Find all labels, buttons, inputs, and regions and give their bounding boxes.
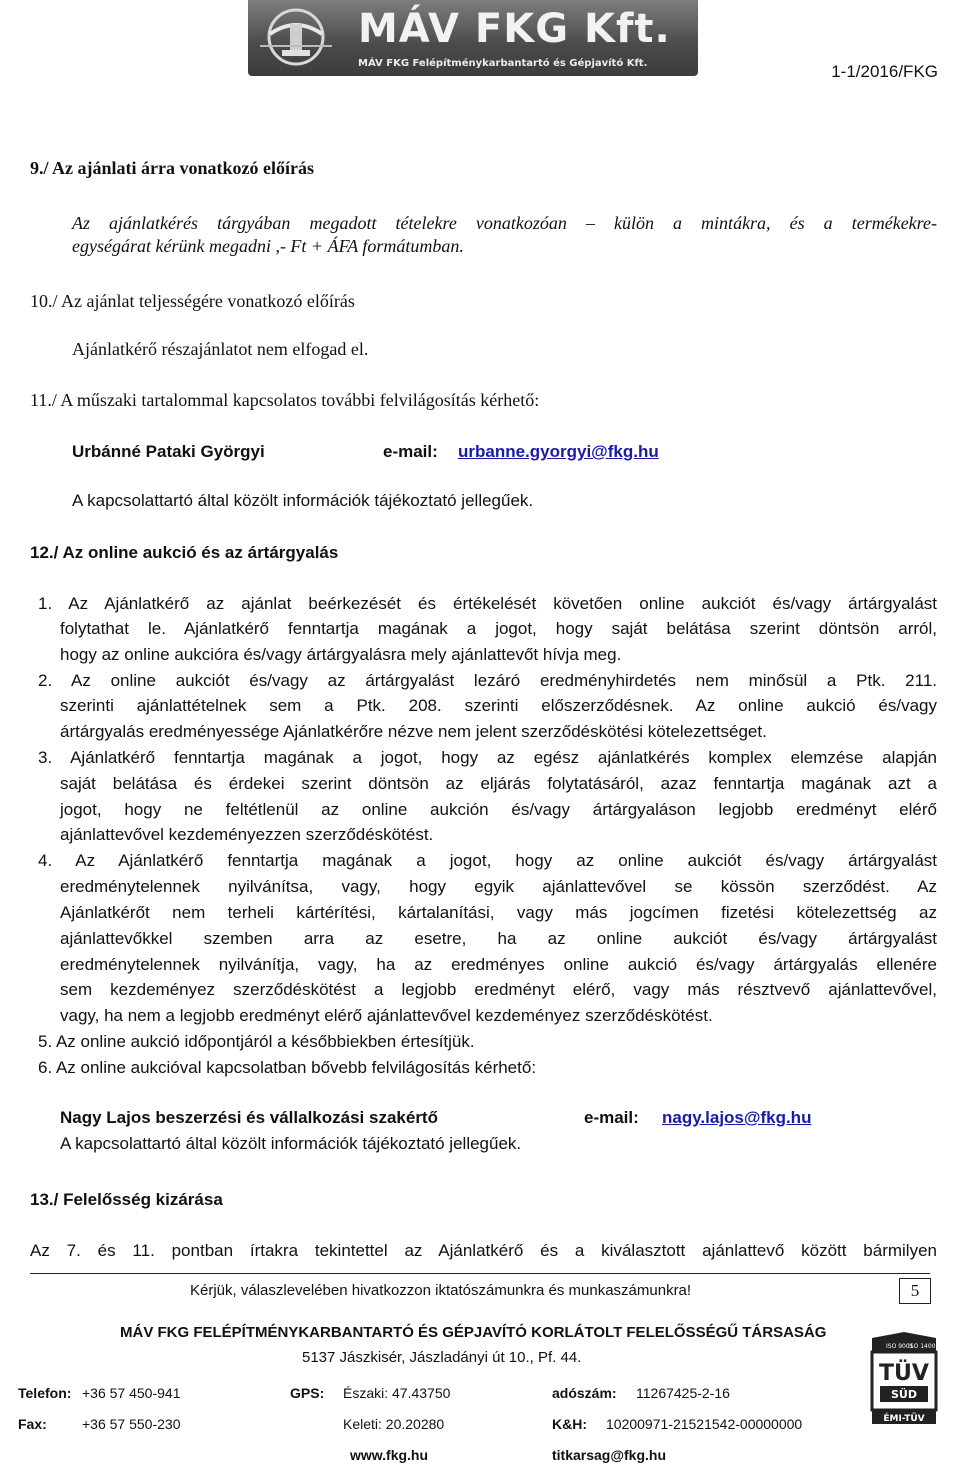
s12-line-1: folytathat le. Ajánlatkérő fenntartja magának a jogot, hogy saját belátása szerint döntsön arról, — [60, 619, 937, 638]
section11-note: A kapcsolattartó által közölt információk tájékoztató jellegűek. — [72, 491, 534, 510]
section12-title: 12./ Az online aukció és az ártárgyalás — [30, 543, 339, 562]
footer-company: MÁV FKG FELÉPÍTMÉNYKARBANTARTÓ ÉS GÉPJAVÍTÓ KORLÁTOLT FELELŐSSÉGŰ TÁRSASÁG — [120, 1324, 827, 1341]
footer-email[interactable]: titkarsag@fkg.hu — [552, 1447, 667, 1463]
tuv-sub-label: SÜD — [891, 1388, 917, 1401]
footer-website[interactable]: www.fkg.hu — [350, 1447, 429, 1463]
tuv-certification-icon — [866, 1330, 942, 1426]
document-id: 1-1/2016/FKG — [831, 62, 938, 81]
iso-right-label: ISO 14001 — [908, 1343, 940, 1350]
footer-divider — [30, 1273, 930, 1274]
footer-bank: 10200971-21521542-00000000 — [606, 1416, 803, 1432]
footer-address: 5137 Jászkisér, Jászladányi út 10., Pf. 44. — [302, 1349, 582, 1366]
footer-notice: Kérjük, válaszlevelében hivatkozzon iktatószámunkra és munkaszámunkra! — [190, 1282, 692, 1299]
s12-line-15: sem kezdeményez szerződéskötést a legjobb eredményt elérő, vagy más résztvevő ajánlattevővel, — [60, 980, 937, 999]
s12-line-16: vagy, ha nem a legjobb eredményt elérő ajánlattevővel kezdeményez szerződéskötést. — [60, 1006, 713, 1025]
footer-phone: +36 57 450-941 — [82, 1385, 181, 1401]
page-header — [0, 0, 960, 112]
section12-email-label: e-mail: — [584, 1108, 639, 1127]
s12-line-11: eredménytelennek nyilvánítsa, vagy, hogy egyik ajánlattevővel se kössön szerződést. Az — [60, 877, 937, 896]
s12-line-4: szerinti ajánlattételnek sem a Ptk. 208. szerinti előszerződésnek. Az online aukció és/vagy — [60, 696, 937, 715]
s12-line-2: hogy az online aukcióra és/vagy ártárgyalásra mely ajánlattevőt hívja meg. — [60, 645, 622, 664]
s12-line-12: Ajánlatkérőt nem terheli kártérítési, kártalanítási, vagy más jogcímen fizetési kötelezettség az — [60, 903, 937, 922]
logo-subtitle: MÁV FKG Felépítménykarbantartó és Gépjavító Kft. — [358, 58, 648, 69]
footer-phone-label: Telefon: — [18, 1385, 72, 1401]
footer-gps-label: GPS: — [290, 1385, 325, 1401]
s12-line-17: 5. Az online aukció időpontjáról a későbbiekben értesítjük. — [38, 1032, 475, 1051]
logo-title: MÁV FKG Kft. — [358, 6, 671, 52]
iso-left-label: ISO 9001 — [886, 1343, 914, 1350]
s12-line-5: ártárgyalás eredményessége Ajánlatkérőre nézve nem jelent szerződéskötési kötelezettséget. — [60, 722, 767, 741]
section9-text-line1: Az ajánlatkérés tárgyában megadott tételekre vonatkozóan – külön a mintákra, és a termékekre- — [72, 213, 937, 233]
section13-text: Az 7. és 11. pontban írtakra tekintettel az Ajánlatkérő és a kiválasztott ajánlattevő között bármilyen — [30, 1241, 937, 1260]
s12-line-10: 4. Az Ajánlatkérő fenntartja magának a jogot, hogy az online aukciót és/vagy ártárgyalást — [38, 851, 937, 870]
footer-gps-east: Keleti: 20.20280 — [343, 1416, 445, 1432]
s12-line-0: 1. Az Ajánlatkérő az ajánlat beérkezését és értékelését követően online aukciót és/vagy ártárgyalást — [38, 594, 937, 613]
s12-line-18: 6. Az online aukcióval kapcsolatban bővebb felvilágosítás kérhető: — [38, 1058, 537, 1077]
s12-line-13: ajánlattevőkkel szemben arra az esetre, ha az online aukciót és/vagy ártárgyalást — [60, 929, 937, 948]
page-number: 5 — [899, 1278, 931, 1304]
section11-contact-name: Urbánné Pataki Györgyi — [72, 442, 265, 461]
section12-email-link[interactable]: nagy.lajos@fkg.hu — [662, 1108, 812, 1127]
rail-logo-icon — [256, 6, 336, 68]
section10-text: Ajánlatkérő részajánlatot nem elfogad el. — [72, 339, 369, 359]
s12-line-9: ajánlattevővel kezdeményezzen szerződéskötést. — [60, 825, 434, 844]
section9-title: 9./ Az ajánlati árra vonatkozó előírás — [30, 158, 314, 178]
section9-text-line2: egységárat kérünk megadni ,- Ft + ÁFA formátumban. — [72, 236, 464, 256]
section12-contact-name: Nagy Lajos beszerzési és vállalkozási szakértő — [60, 1108, 438, 1127]
s12-line-3: 2. Az online aukciót és/vagy az ártárgyalást lezáró eredményhirdetés nem minősül a Ptk. 211. — [38, 671, 937, 690]
section11-email-link[interactable]: urbanne.gyorgyi@fkg.hu — [458, 442, 659, 461]
section11-title: 11./ A műszaki tartalommal kapcsolatos további felvilágosítás kérhető: — [30, 390, 540, 410]
tuv-bottom-label: ÉMI-TÜV — [883, 1414, 925, 1424]
footer-fax-label: Fax: — [18, 1416, 47, 1432]
footer-bank-label: K&H: — [552, 1416, 587, 1432]
footer-tax-label: adószám: — [552, 1385, 617, 1401]
company-logo — [248, 0, 698, 76]
section10-title: 10./ Az ajánlat teljességére vonatkozó előírás — [30, 291, 355, 311]
tuv-label: TÜV — [879, 1361, 929, 1386]
s12-line-14: eredménytelennek nyilvánítja, vagy, ha az eredményes online aukció és/vagy ártárgyalás ellenére — [60, 955, 937, 974]
section11-email-label: e-mail: — [383, 442, 438, 461]
footer-fax: +36 57 550-230 — [82, 1416, 181, 1432]
section12-note: A kapcsolattartó által közölt információk tájékoztató jellegűek. — [60, 1134, 522, 1153]
s12-line-7: saját belátása és érdekei szerint döntsön az eljárás folytatásáról, azaz fenntartja magának azt a — [60, 774, 937, 793]
section13-title: 13./ Felelősség kizárása — [30, 1190, 223, 1209]
s12-line-8: jogot, hogy ne feltétlenül az online aukción és/vagy ártárgyaláson legjobb eredményt elérő — [60, 800, 937, 819]
s12-line-6: 3. Ajánlatkérő fenntartja magának a jogot, hogy az egész ajánlatkérés komplex elemzése alapján — [38, 748, 937, 767]
footer-gps-north: Északi: 47.43750 — [343, 1385, 451, 1401]
footer-tax: 11267425-2-16 — [636, 1385, 730, 1401]
